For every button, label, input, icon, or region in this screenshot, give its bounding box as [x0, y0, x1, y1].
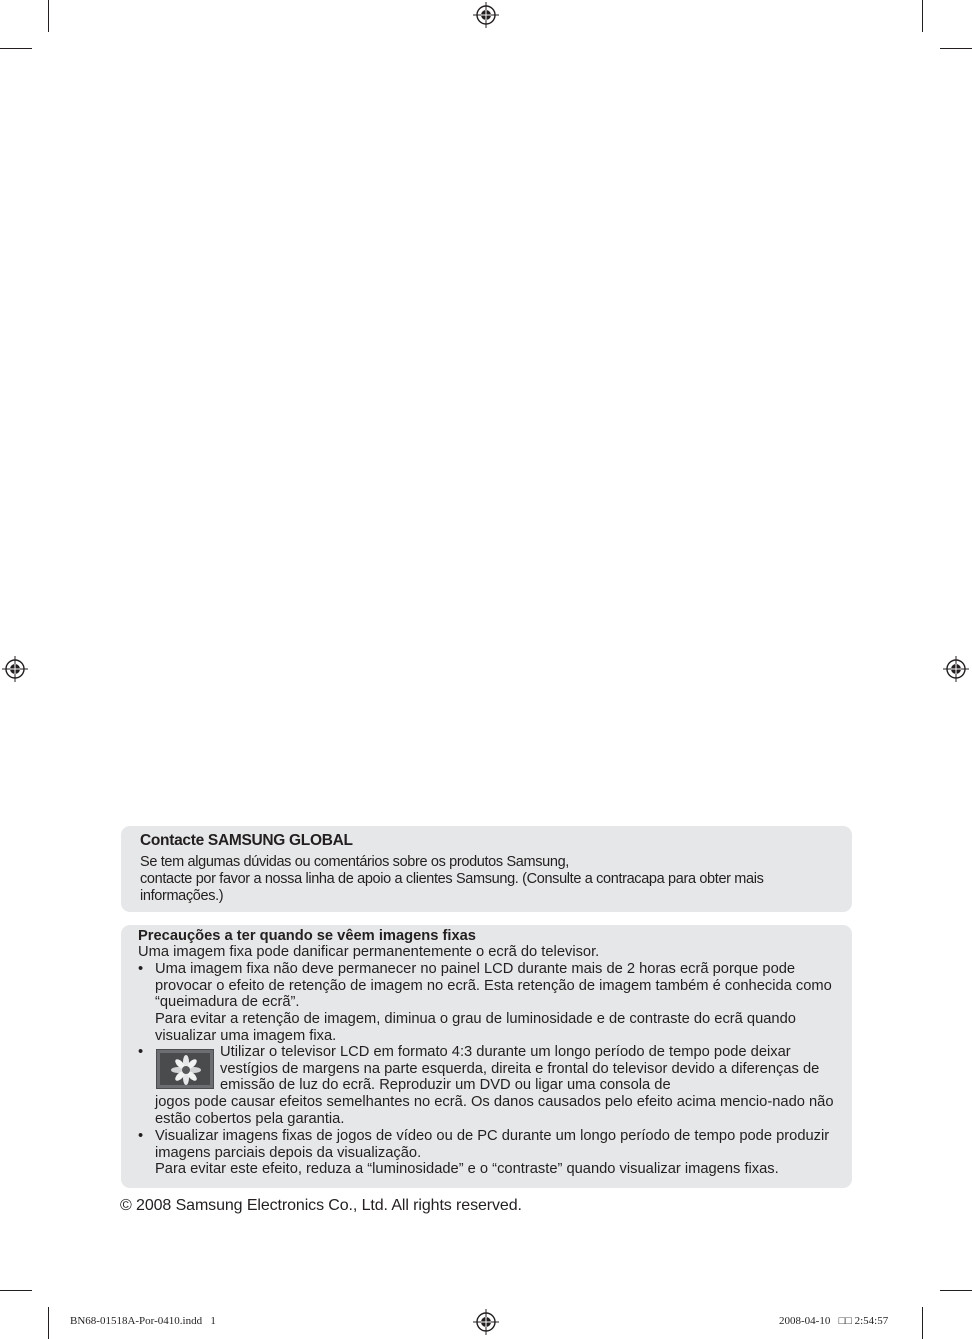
crop-mark	[940, 48, 972, 49]
crop-mark	[0, 48, 32, 49]
crop-mark	[48, 1307, 49, 1339]
crop-mark	[922, 0, 923, 32]
registration-mark-icon	[943, 656, 969, 682]
contact-body	[140, 854, 840, 905]
bullet-text: jogos pode causar efeitos semelhantes no ecrã. Os danos causados pelo efeito acima mencio-nado não estão cobertos pela garantia.	[155, 1094, 834, 1127]
precautions-title: Precauções a ter quando se vêem imagens fixas	[138, 928, 476, 944]
copyright-notice: © 2008 Samsung Electronics Co., Ltd. All rights reserved.	[120, 1197, 522, 1214]
bullet-item	[155, 1128, 845, 1178]
contact-line-2: contacte por favor a nossa linha de apoio a clientes Samsung. (Consulte a contracapa para obter mais informações.)	[140, 871, 764, 904]
bullet-mark: •	[138, 1044, 144, 1060]
crop-mark	[940, 1290, 972, 1291]
bullet-text: Utilizar o televisor LCD em formato 4:3 durante um longo período de tempo pode deixar vestígios de margens na parte esquerda, direita e frontal do televisor devido a diferenças de emissão de luz do ecrã. Reproduzir um DVD ou ligar uma consola de	[220, 1044, 820, 1094]
tv-thumbnail-image	[156, 1049, 214, 1089]
registration-mark-icon	[473, 1309, 499, 1335]
bullet-item	[155, 961, 835, 1045]
slug-timestamp: 2008-04-10 □□ 2:54:57	[779, 1315, 889, 1327]
bullet-text: Uma imagem fixa não deve permanecer no painel LCD durante mais de 2 horas ecrã porque pode provocar o efeito de retenção de imagem no ecrã. Esta retenção de imagem também é conhecida como “queimadura de ecrã”.	[155, 961, 832, 1011]
precautions-box	[121, 925, 852, 1188]
crop-mark	[922, 1307, 923, 1339]
registration-mark-icon	[2, 656, 28, 682]
contact-line-1: Se tem algumas dúvidas ou comentários sobre os produtos Samsung,	[140, 854, 569, 870]
flower-icon	[160, 1053, 210, 1085]
bullet-text: Visualizar imagens fixas de jogos de vídeo ou de PC durante um longo período de tempo pode produzir imagens parciais depois da visualização.	[155, 1128, 830, 1161]
contact-title: Contacte SAMSUNG GLOBAL	[140, 832, 353, 849]
crop-mark	[48, 0, 49, 32]
contact-samsung-box	[121, 826, 852, 912]
bullet-text: Para evitar este efeito, reduza a “luminosidade” e o “contraste” quando visualizar imagens fixas.	[155, 1161, 779, 1178]
precautions-intro: Uma imagem fixa pode danificar permanentemente o ecrã do televisor.	[138, 944, 600, 960]
bullet-text: Para evitar a retenção de imagem, diminua o grau de luminosidade e de contraste do ecrã quando visualizar uma imagem fixa.	[155, 1011, 796, 1044]
bullet-mark: •	[138, 1128, 144, 1144]
registration-mark-icon	[473, 2, 499, 28]
crop-mark	[0, 1290, 32, 1291]
bullet-mark: •	[138, 961, 144, 977]
slug-file-name: BN68-01518A-Por-0410.indd 1	[70, 1315, 216, 1327]
